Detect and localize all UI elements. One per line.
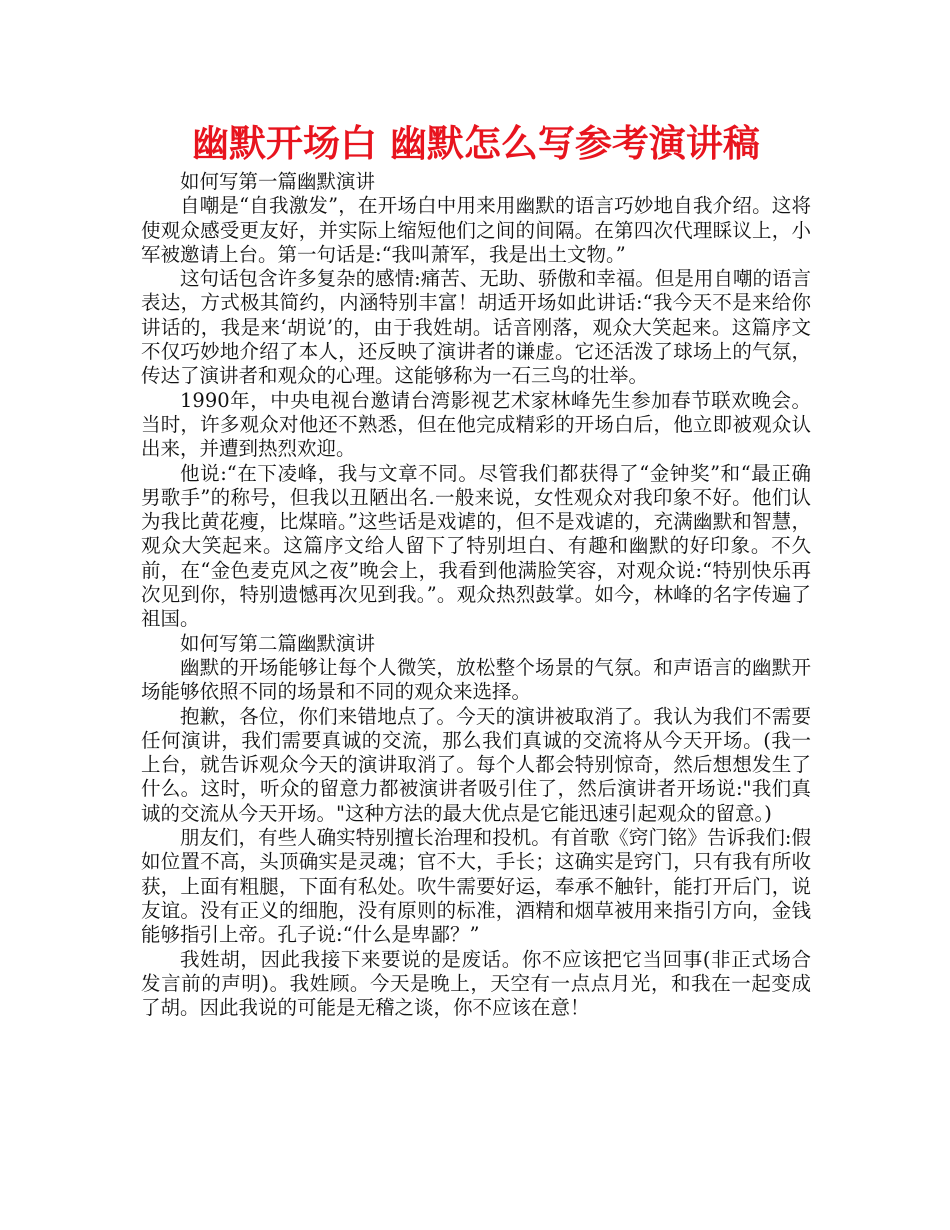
subheading-second-speech: 如何写第二篇幽默演讲: [180, 631, 376, 655]
document-title: 幽默开场白 幽默怎么写参考演讲稿: [192, 122, 760, 165]
paragraph: 他说:“在下凌峰，我与文章不同。尽管我们都获得了“金钟奖”和“最正确男歌手”的称号，但我以丑陋出名.一般来说，女性观众对我印象不好。他们认为我比黄花瘦，比煤暗。”这些话是戏谑的，但不是戏谑的，充满幽默和智慧，观众大笑起来。这篇序文给人留下了特别坦白、有趣和幽默的好印象。不久前，在“金色麦克风之夜”晚会上，我看到他满脸笑容，对观众说:“特别快乐再次见到你，特别遗憾再次见到我。”。观众热烈鼓掌。如今，林峰的名字传遍了祖国。: [141, 461, 811, 631]
paragraph: 这句话包含许多复杂的感情:痛苦、无助、骄傲和幸福。但是用自嘲的语言表达，方式极其简约，内涵特别丰富！胡适开场如此讲话:“我今天不是来给你讲话的，我是来‘胡说’的，由于我姓胡。话音刚落，观众大笑起来。这篇序文不仅巧妙地介绍了本人，还反映了演讲者的谦虚。它还活泼了球场上的气氛，传达了演讲者和观众的心理。这能够称为一石三鸟的壮举。: [141, 267, 811, 388]
paragraph: 朋友们，有些人确实特别擅长治理和投机。有首歌《窍门铭》告诉我们:假如位置不高，头顶确实是灵魂；官不大，手长；这确实是窍门，只有我有所收获，上面有粗腿，下面有私处。吹牛需要好运，奉承不触针，能打开后门，说友谊。没有正义的细胞，没有原则的标准，酒精和烟草被用来指引方向，金钱能够指引上帝。孔子说:“什么是卑鄙？”: [141, 826, 811, 947]
document-body: [141, 170, 811, 1020]
paragraph: 抱歉，各位，你们来错地点了。今天的演讲被取消了。我认为我们不需要任何演讲，我们需要真诚的交流，那么我们真诚的交流将从今天开场。(我一上台，就告诉观众今天的演讲取消了。每个人都会特别惊奇，然后想想发生了什么。这时，听众的留意力都被演讲者吸引住了，然后演讲者开场说:"我们真诚的交流从今天开场。"这种方法的最大优点是它能迅速引起观众的留意。): [141, 704, 811, 825]
paragraph: 幽默的开场能够让每个人微笑，放松整个场景的气氛。和声语言的幽默开场能够依照不同的场景和不同的观众来选择。: [141, 655, 811, 704]
paragraph: 自嘲是“自我激发”，在开场白中用来用幽默的语言巧妙地自我介绍。这将使观众感受更友好，并实际上缩短他们之间的间隔。在第四次代理睬议上，小军被邀请上台。第一句话是:“我叫萧军，我是出土文物。”: [141, 194, 811, 266]
paragraph: 我姓胡，因此我接下来要说的是废话。你不应该把它当回事(非正式场合发言前的声明)。我姓顾。今天是晚上，天空有一点点月光，和我在一起变成了胡。因此我说的可能是无稽之谈，你不应该在意！: [141, 947, 811, 1020]
document-page: [141, 118, 811, 1020]
subheading-first-speech: 如何写第一篇幽默演讲: [180, 170, 376, 193]
paragraph: 1990年，中央电视台邀请台湾影视艺术家林峰先生参加春节联欢晚会。当时，许多观众对他还不熟悉，但在他完成精彩的开场白后，他立即被观众认出来，并遭到热烈欢迎。: [141, 388, 811, 461]
